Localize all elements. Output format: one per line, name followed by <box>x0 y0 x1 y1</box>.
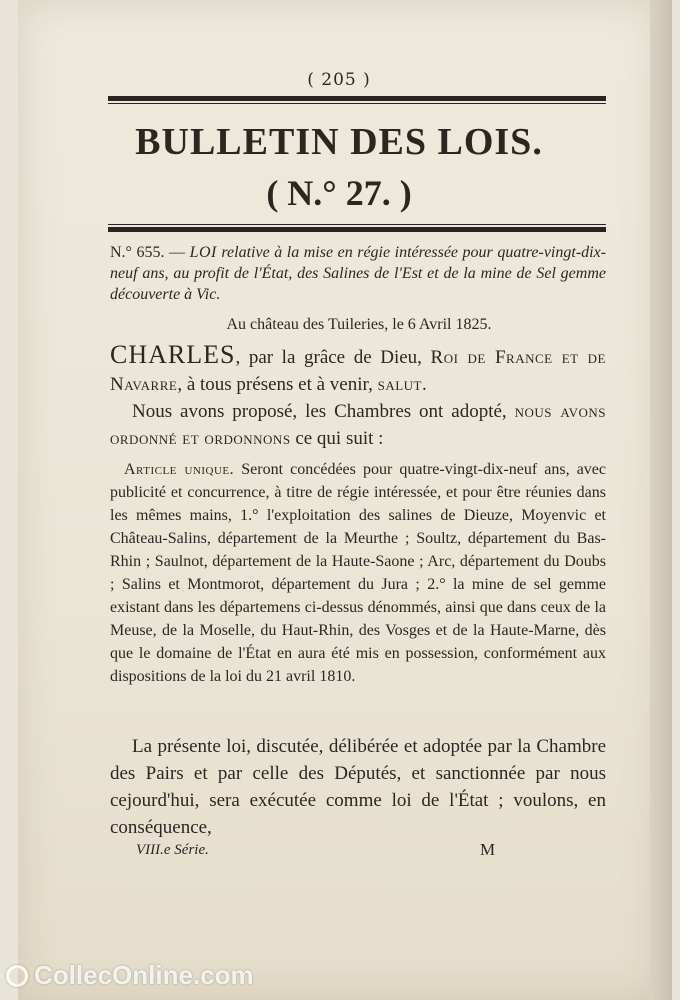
issue-number: ( N.° 27. ) <box>266 173 412 213</box>
law-heading <box>110 242 606 305</box>
header-rule-thin <box>108 103 606 104</box>
article-label: Article unique. <box>124 461 235 478</box>
law-loi-label: LOI <box>189 244 217 261</box>
document-page <box>18 0 660 1000</box>
signature-mark: M <box>480 840 496 859</box>
preamble-ordonne: nous avons ordonné et ordonnons <box>110 401 606 449</box>
article-unique <box>110 458 606 688</box>
series-label: VIII.e Série. <box>136 842 209 858</box>
law-title: relative à la mise en régie intéressée pour quatre-vingt-dix-neuf ans, au profit de l'État, des Salines de l'Est et de la mine de Sel gemme découverte à Vic. <box>110 244 607 303</box>
copyright-icon <box>6 965 28 987</box>
law-number: N.° 655. — <box>110 244 186 261</box>
preamble-suit: ce qui suit : <box>295 428 384 449</box>
preamble <box>110 341 606 452</box>
preamble-grace: , par la grâce de Dieu, <box>235 347 422 368</box>
article-text: Seront concédées pour quatre-vingt-dix-neuf ans, avec publicité et concurrence, à titre de régie intéressée, et pour être réunies dans les mêmes mains, 1.° l'exploitation des salines de Dieuze, Moyenvic et Château-Salins, département de la Meurthe ; Soultz, département du Bas-Rhin ; Saulnot, département de la Haute-Saone ; Arc, département du Doubs ; Salins et Montmorot, département du Jura ; 2.° la mine de sel gemme existant dans les départemens ci-dessus dénommés, ainsi que dans ceux de la Meuse, de la Moselle, du Haut-Rhin, des Vosges et de la Haute-Marne, dès que le domaine de l'État en aura été mis en possession, conformément aux dispositions de la loi du 21 avril 1810. <box>110 461 606 685</box>
watermark <box>6 960 254 991</box>
title-rule-thin <box>108 224 606 225</box>
bulletin-title: BULLETIN DES LOIS. <box>135 121 543 163</box>
watermark-text: CollecOnline.com <box>34 960 254 990</box>
law-date: Au château des Tuileries, le 6 Avril 1825. <box>226 316 492 333</box>
preamble-proposal: Nous avons proposé, les Chambres ont adopté, <box>132 401 507 422</box>
preamble-address: , à tous présens et à venir, <box>177 374 373 395</box>
closing-text: La présente loi, discutée, délibérée et adoptée par la Chambre des Pairs et par celle des Députés, et sanctionnée par nous cejourd'hui, sera exécutée comme loi de l'État ; voulons, en conséquence, <box>110 736 606 838</box>
closing-paragraph <box>110 733 606 841</box>
preamble-king-name: CHARLES <box>110 340 236 369</box>
title-rule-thick <box>108 227 606 232</box>
header-rule-thick <box>108 96 606 101</box>
preamble-salut: salut. <box>377 374 428 395</box>
page-number: ( 205 ) <box>307 70 371 90</box>
preamble-roi: Roi de France et de Navarre <box>110 347 607 395</box>
